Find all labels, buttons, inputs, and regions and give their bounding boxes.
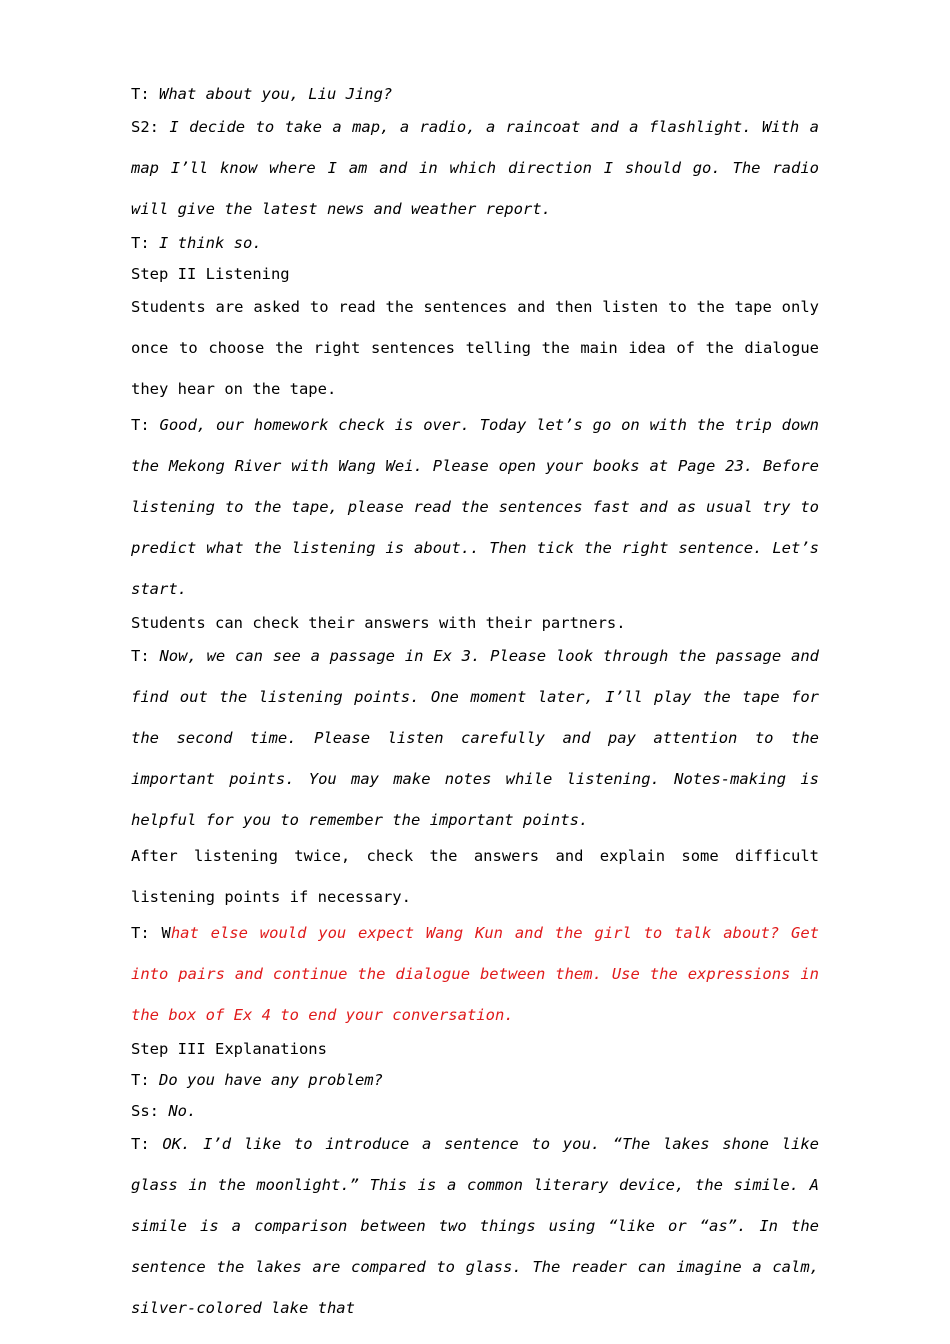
paragraph-text: Now, we can see a passage in Ex 3. Please look through the passage and find out the listening points. One moment later, I’ll play the tape for the second time. Please listen carefully and pay attention to the important points. You may make notes while listening. Notes-making is helpful for you to remember the important points. — [131, 647, 819, 829]
paragraph-10 — [131, 913, 819, 1036]
speaker-label: T: — [131, 1135, 163, 1153]
paragraph-text: After listening twice, check the answers and explain some difficult listening points if necessary. — [131, 847, 819, 906]
speaker-label: T: — [131, 234, 159, 252]
paragraph-6 — [131, 405, 819, 610]
speaker-label: T: — [131, 1071, 159, 1089]
paragraph-text: No. — [168, 1102, 197, 1120]
paragraph-text: OK. I’d like to introduce a sentence to you. “The lakes shone like glass in the moonlight.” This is a common literary device, the simile. A simile is a comparison between two things using “like or “as”. In the sentence the lakes are compared to glass. The reader can imagine a calm, silver-colored lake that — [131, 1135, 819, 1317]
lead-letter: W — [161, 924, 171, 942]
paragraph-5 — [131, 287, 819, 410]
speaker-label: T: — [131, 416, 160, 434]
paragraph-text: Do you have any problem? — [159, 1071, 383, 1089]
speaker-label: S2: — [131, 118, 170, 136]
paragraph-14 — [131, 1124, 819, 1329]
document-page — [131, 76, 819, 1329]
heading-text: Step III Explanations — [131, 1040, 327, 1058]
paragraph-text: I think so. — [159, 234, 262, 252]
speaker-label: T: — [131, 924, 162, 942]
highlighted-paragraph-text: hat else would you expect Wang Kun and the girl to talk about? Get into pairs and continue the dialogue between them. Use the expressions in the box of Ex 4 to end your conversation. — [131, 924, 819, 1024]
paragraph-text: What about you, Liu Jing? — [159, 85, 393, 103]
paragraph-9 — [131, 836, 819, 918]
paragraph-text: Good, our homework check is over. Today let’s go on with the trip down the Mekong River with Wang Wei. Please open your books at Page 23. Before listening to the tape, please read the sentences fast and as usual try to predict what the listening is about.. Then tick the right sentence. Let’s start. — [131, 416, 819, 598]
paragraph-8 — [131, 636, 819, 841]
paragraph-2 — [131, 107, 819, 230]
speaker-label: T: — [131, 85, 159, 103]
paragraph-text: I decide to take a map, a radio, a raincoat and a flashlight. With a map I’ll know where I am and in which direction I should go. The radio will give the latest news and weather report. — [131, 118, 820, 218]
paragraph-text: Students are asked to read the sentences and then listen to the tape only once to choose the right sentences telling the main idea of the dialogue they hear on the tape. — [131, 298, 819, 398]
heading-text: Step II Listening — [131, 265, 290, 283]
speaker-label: Ss: — [131, 1102, 169, 1120]
speaker-label: T: — [131, 647, 160, 665]
paragraph-text: Students can check their answers with their partners. — [131, 614, 626, 632]
